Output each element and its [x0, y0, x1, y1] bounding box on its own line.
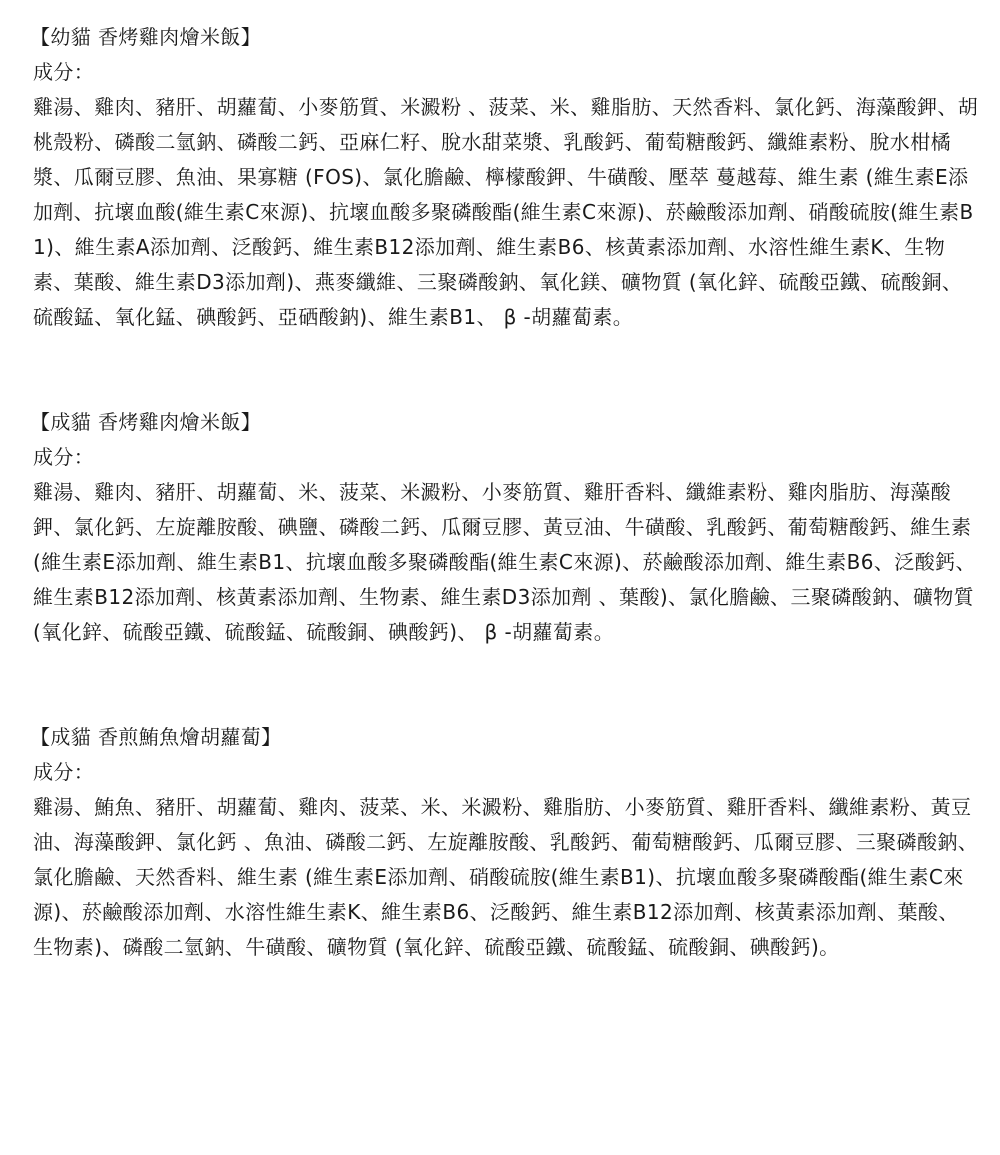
section-title: 【成貓 香煎鮪魚燴胡蘿蔔】	[30, 725, 282, 749]
ingredients-text: 雞湯、鮪魚、豬肝、胡蘿蔔、雞肉、菠菜、米、米澱粉、雞脂肪、小麥筋質、雞肝香料、纖維素粉、黃豆油、海藻酸鉀、氯化鈣 、魚油、磷酸二鈣、左旋離胺酸、乳酸鈣、葡萄糖酸鈣、瓜爾豆膠、三聚磷酸鈉、氯化膽鹼、天然香料、維生素 (維生素E添加劑、硝酸硫胺(維生素B1)、抗壞血酸多聚磷酸酯(維生素C來源)、菸鹼酸添加劑、水溶性維生素K、維生素B6、泛酸鈣、維生素B12添加劑、核黃素添加劑、葉酸、生物素)、磷酸二氫鈉、牛磺酸、礦物質 (氧化鋅、硫酸亞鐵、硫酸錳、硫酸銅、碘酸鈣)。	[33, 795, 979, 959]
ingredients-text: 雞湯、雞肉、豬肝、胡蘿蔔、小麥筋質、米澱粉 、菠菜、米、雞脂肪、天然香料、氯化鈣、海藻酸鉀、胡桃殼粉、磷酸二氫鈉、磷酸二鈣、亞麻仁籽、脫水甜菜漿、乳酸鈣、葡萄糖酸鈣、纖維素粉、脫水柑橘漿、瓜爾豆膠、魚油、果寡糖 (FOS)、氯化膽鹼、檸檬酸鉀、牛磺酸、壓萃 蔓越莓、維生素 (維生素E添加劑、抗壞血酸(維生素C來源)、抗壞血酸多聚磷酸酯(維生素C來源)、菸鹼酸添加劑、硝酸硫胺(維生素B1)、維生素A添加劑、泛酸鈣、維生素B12添加劑、維生素B6、核黃素添加劑、水溶性維生素K、生物素、葉酸、維生素D3添加劑)、燕麥纖維、三聚磷酸鈉、氧化鎂、礦物質 (氧化鋅、硫酸亞鐵、硫酸銅、硫酸錳、氧化錳、碘酸鈣、亞硒酸鈉)、維生素B1、 β -胡蘿蔔素。	[33, 95, 979, 329]
section-title: 【成貓 香烤雞肉燴米飯】	[30, 410, 262, 434]
ingredient-section-adult-tuna	[30, 720, 979, 965]
section-title: 【幼貓 香烤雞肉燴米飯】	[30, 25, 262, 49]
ingredient-section-adult-chicken	[30, 405, 978, 650]
ingredients-label: 成分：	[33, 445, 95, 469]
ingredients-label: 成分：	[33, 760, 95, 784]
ingredients-label: 成分：	[33, 60, 95, 84]
ingredient-section-kitten-chicken	[30, 20, 979, 335]
ingredients-text: 雞湯、雞肉、豬肝、胡蘿蔔、米、菠菜、米澱粉、小麥筋質、雞肝香料、纖維素粉、雞肉脂肪、海藻酸鉀、氯化鈣、左旋離胺酸、碘鹽、磷酸二鈣、瓜爾豆膠、黃豆油、牛磺酸、乳酸鈣、葡萄糖酸鈣、維生素(維生素E添加劑、維生素B1、抗壞血酸多聚磷酸酯(維生素C來源)、菸鹼酸添加劑、維生素B6、泛酸鈣、維生素B12添加劑、核黃素添加劑、生物素、維生素D3添加劑 、葉酸)、氯化膽鹼、三聚磷酸鈉、礦物質(氧化鋅、硫酸亞鐵、硫酸錳、硫酸銅、碘酸鈣)、 β -胡蘿蔔素。	[33, 480, 976, 644]
